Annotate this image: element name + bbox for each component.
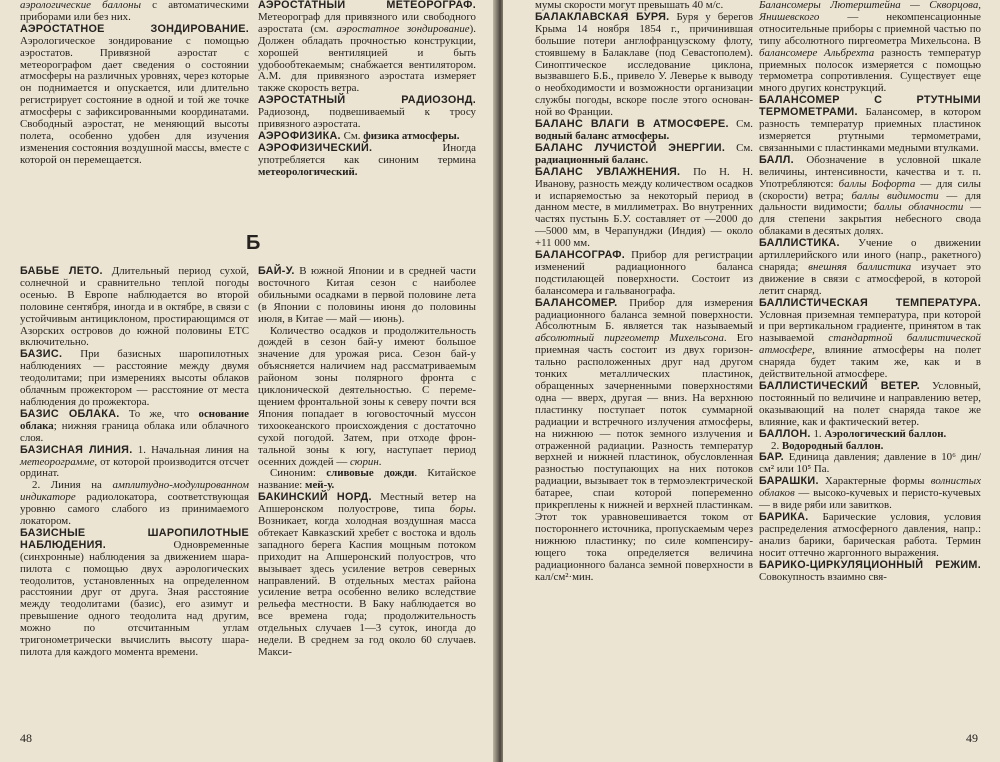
cross-ref: метеорологический. [258,165,358,178]
dictionary-entry [258,266,476,326]
left-col2-top [258,0,476,179]
entry-text: ; нижняя граница облака или облачного слоя. [20,419,249,444]
entry-text: При базисных шаропилотных наблюдениях — расстояние между двумя теодолитами; при измерениях высоты облаков облачным прожектором — расстояние от места наблюдения до прожектора. [20,348,249,408]
entry-term: БАЛАНС ЛУЧИСТОЙ ЭНЕРГИИ. [535,141,726,154]
italic-ref: баллы Бофорта [838,177,916,190]
cross-ref: Аэрологический баллон. [824,427,947,440]
entry-term: АЭРОСТАТНЫЙ РАДИОЗОНД. [258,94,476,107]
entry-text: См. [340,129,364,142]
italic-ref: сюрин [349,455,379,468]
entry-text: . Китайское название: [258,467,476,492]
italic-ref: стандартной баллистической атмосфере [759,332,981,357]
entry-text: По Н. Н. Иванову, разность между количеством осадков и испаряемостью за некоторый период в данном месте, в миллиметрах. Во внутренних частях пустынь Б.У. составляет от —2000 до —5000 мм, в Черапунджи (Индия) — около +11 000 мм. [535,165,753,250]
section-letter: Б [246,232,261,254]
entry-text: То же, что [119,407,199,420]
dictionary-entry [20,480,249,528]
entry-term: БАРАШКИ. [759,475,819,488]
dictionary-entry [258,492,476,659]
entry-text: , влияние атмосферы на полет снаряда будет таким же, как и в действительной атмосфере. [759,344,981,381]
dictionary-entry [535,119,753,143]
entry-text: Обозначение в условной шкале величины, интенсивности, качества и т. п. Употребляются: [759,153,981,190]
entry-term: АЭРОФИЗИЧЕСКИЙ. [258,141,373,154]
entry-text: Метеорограф для привязного или свободного аэростата (см. [258,10,476,35]
italic-ref: амплитудно-модулированном индикаторе [20,479,249,504]
dictionary-entry [535,12,753,119]
entry-text: Аэрологическое зондирование с помощью аэростатов. Привязной аэростат с метеорографом дает сведения о состоянии атмосферы на различных уровнях, через которые он поднимается и опускается, или длительно регистрирует состояние в одной и той же точке атмосферы с зафиксированными координатами. Свободный аэростат, не меняющий высоты полета, особенно удобен для изучения изменения состояния воздушной массы, вместе с которой он перемещается. [20,34,249,166]
entry-term: БАЛАНС ВЛАГИ В АТМОСФЕРЕ. [535,118,729,131]
cross-ref: мей-у. [305,479,335,492]
dictionary-entry [759,238,981,298]
entry-term: БАЛЛОН. [759,427,811,440]
entry-term: БАЛАНСОГРАФ. [535,249,626,262]
entry-text: Одновременные (синхронные) наблюдения за движением шара-пилота с помощью двух аэрологических теодолитов, установленных на определенном расстоянии друг от друга. Зная расстояние между теодолитами (базис), его азимут и превышение одного теодолита над другим, можно по отсчитанным углам тригонометрически вычислить высоту шара-пилота для каждого момента времени. [20,538,249,658]
dictionary-entry [258,0,476,95]
cross-ref: физика атмосферы. [363,129,460,142]
dictionary-entry [20,0,249,24]
entry-text: См. [725,141,753,154]
dictionary-entry [535,298,753,584]
entry-text: изучает это движение в связи с атмосферой, в которой летит снаряд. [759,260,981,297]
entry-term: БАР. [759,451,784,464]
entry-term: БАЛЛ. [759,153,794,166]
entry-text: Совокупность взаимно свя- [759,570,887,583]
entry-text: с автоматическими приборами или без них. [20,0,249,23]
dictionary-entry [759,298,981,381]
entry-text: 1. [810,427,825,440]
entry-text: Балансомер, в котором разность температур приемных пластинок измеряется ртутными термометрами, связанными с пластинками медными втулками. [759,106,981,154]
entry-term: АЭРОСТАТНЫЙ МЕТЕОРОГРАФ. [258,0,476,11]
dictionary-entry [20,349,249,409]
entry-text: 2. [771,439,782,452]
entry-term: БАЛАНС УВЛАЖНЕНИЯ. [535,165,681,178]
entry-term: БАЗИС ОБЛАКА. [20,407,120,420]
right-col1 [535,0,753,583]
entry-term: БАЛАКЛАВСКАЯ БУРЯ. [535,10,670,23]
dictionary-entry [535,167,753,250]
left-col1-top [20,0,249,167]
entry-text: — высоко-кучевых и перисто-кучевых — в виде ряби или завитков. [759,487,981,512]
page-number-left: 48 [20,731,32,745]
entry-text: 2. Линия на [32,479,113,492]
left-col1-bottom [20,266,249,659]
entry-term: БАЛЛИСТИКА. [759,237,840,250]
dictionary-entry [535,143,753,167]
entry-text: Буря у берегов Крыма 14 ноября 1854 г., причинившая большие потери англофранцузскому флоту, стоявшему в Балаклаве (под Севастополем). Синоптическое исследование циклона, вызвавшего Б.Б., привело У. Леверье к выводу о необходимости и возможности организации службы погоды, вскоре после этого основанной во Франции. [535,10,753,119]
entry-text: Длительный период сухой, солнечной и сравнительно теплой погоды осенью. В Европе наблюдается во второй половине сентября, иногда и в октябре, в связи с устойчивым антициклоном, простирающимся от Азорских островов до южной половины ЕТС включительно. [20,265,249,349]
dictionary-entry [759,452,981,476]
entry-term: АЭРОФИЗИКА. [258,129,341,142]
entry-term: БАРИКО-ЦИРКУЛЯЦИОННЫЙ РЕЖИМ. [759,558,981,571]
italic-ref: Балансомеры Лютерштейна — Скворцова, Янишевского [759,0,981,23]
entry-text: Характерные формы [818,475,931,488]
entry-text: Синоним: [270,467,327,480]
cross-ref: Водородный баллон. [781,439,884,452]
entry-text: Местный ветер на Апшеронском полуострове, типа [258,491,477,516]
entry-text: См. [728,118,753,131]
italic-ref: балансомере Альбрехта [759,46,875,59]
entry-text: — для степени закрытия небесного свода облаками в десятых долях. [759,201,981,238]
entry-text: — для дальности видимости; [759,189,981,214]
entry-text: — для силы (скорости) ветра; [759,177,981,202]
entry-text: , от которой производится отсчет ординат. [20,455,249,480]
dictionary-entry [535,250,753,298]
entry-text: Условный, постоянный по величине и направлению ветер, оказывающий на полет снаряда такое же влияние, как и фактический ветер. [759,380,981,428]
entry-term: БАЗИС. [20,348,63,361]
entry-text: — некомпенсационные относительные приборы с приемной частью по типу абсолютного пиргеометра Михельсона. В [759,10,981,47]
dictionary-entry [20,445,249,481]
left-page [0,0,497,762]
entry-text: Барические условия, условия распределения атмосферного давления, напр.: анализ барики, барическая работа. Термин носит оттечно жаргонного выражения. [759,510,981,559]
dictionary-entry [759,0,981,95]
italic-ref: аэрологические баллоны [20,0,141,11]
entry-term: БАКИНСКИЙ НОРД. [258,491,372,504]
entry-text: Прибор для измерения радиационного баланса земной поверхности. Абсолютным Б. является так называемый [535,296,753,333]
entry-term: БАЛАНСОМЕР. [535,296,618,309]
entry-text: . Возникает, когда холодная воздушная масса обтекает Кавказский хребет с востока и вдоль западного берега Каспия мощным потоком приходит на Апшеронский полуостров, что вызывает здесь усиление ветров северных направлений. В отдельных местах района усиление ветра особенно велико вследствие рельефа местности. В Баку наблюдается во все времена года; продолжительность отдельных случаев 1—3 суток, иногда до недели. В среднем за год около 60 случаев. Макси- [258,503,476,658]
entry-text: Количество осадков и продолжительность дождей в сезон бай-у имеют большое значение для урожая риса. Сезон бай-у объясняется наличием над рассматриваемым районом зоны полярного фронта с циклонической деятельностью. С перемещением фронтальной зоны к северу почти вся Япония попадает в юговосточный муссон тихоокеанского происхождения с достаточно сухой погодой. Затем, при отходе фронтальной зоны к югу, наступает период осенних дождей — [258,324,476,468]
entry-term: БАЗИСНАЯ ЛИНИЯ. [20,443,133,456]
dictionary-entry [759,95,981,155]
page-number-right: 49 [966,731,978,745]
entry-text: Радиозонд, подвешиваемый к тросу привязного аэростата. [258,106,476,131]
italic-ref: метеорограмме [20,455,95,468]
entry-term: АЭРОСТАТНОЕ ЗОНДИРОВАНИЕ. [20,22,249,35]
entry-text: радиолокатора, соответствующая уровню самого слабого из принимаемого локатором. [20,491,249,528]
left-col2-bottom [258,266,476,659]
cross-ref: радиационный баланс. [535,153,649,166]
entry-term: БАБЬЕ ЛЕТО. [20,265,103,277]
cross-ref: сливовые дожди [326,467,415,480]
entry-term: БАЛЛИСТИЧЕСКИЙ ВЕТЕР. [759,380,920,392]
entry-text: 1. Начальная линия на [132,443,249,456]
entry-term: БАЛЛИСТИЧЕСКАЯ ТЕМПЕРАТУРА. [759,296,981,309]
dictionary-entry [20,24,249,167]
italic-ref: баллы видимости [851,189,939,202]
italic-ref: баллы облачности [873,201,964,214]
cross-ref: основание облака [20,407,249,432]
cross-ref: водный баланс атмосферы. [535,129,670,142]
italic-ref: абсолютный пиргеометр Михельсона [535,332,724,345]
entry-text: мумы скорости могут превышать 40 м/с. [535,0,724,11]
italic-ref: боры [449,503,474,516]
italic-ref: аэростатное зондирование [336,22,470,35]
dictionary-entry [258,95,476,131]
italic-ref: внешняя баллистика [808,260,912,273]
entry-term: БАЛАНСОМЕР С РТУТНЫМИ ТЕРМОМЕТРАМИ. [759,94,981,119]
dictionary-entry [258,326,476,469]
dictionary-entry [20,409,249,445]
dictionary-entry [258,143,476,179]
dictionary-entry [759,476,981,512]
entry-text: разность температур приемных полосок измеряется с помощью термометра сопротивления. Существует еще много других конструкций. [759,46,981,95]
dictionary-entry [759,560,981,584]
entry-term: БАЙ-У. [258,265,295,277]
entry-text: ). Должен обладать прочностью конструкции, хорошей вентиляцией и быть удобообтекаемым; снабжается вентилятором. А.М. для привязного аэростата измеряет также скорость ветра. [258,22,476,95]
entry-term: БАЗИСНЫЕ ШАРОПИЛОТНЫЕ НАБЛЮДЕНИЯ. [20,526,249,551]
entry-text: . [378,455,382,468]
dictionary-entry [20,528,249,659]
entry-text: Единица давления; давление в 10⁶ дин/см² или 10⁵ Па. [759,451,981,476]
dictionary-entry [759,512,981,560]
entry-term: БАРИКА. [759,510,809,523]
entry-text: Иногда употребляется как синоним термина [258,141,476,166]
right-col2 [759,0,981,583]
italic-ref: волнистых облаков [759,475,981,500]
entry-text: Условная приземная температура, при которой и при вертикальном градиенте, принятом в так называемой [759,308,981,345]
entry-text: . Его приемная часть состоит из двух горизонтально расположенных друг над другом тонких металлических пластинок, обращенных зачерненными поверхностями одна — вверх, другая — вниз. На верхнюю пластинку поступает поток суммарной радиации и встречного излучения атмосферы, на нижнюю — поток земного излучения и отраженной радиации. Разность температур верхней и нижней пластинок, обусловленная разностью поступающих на них потоков радиации, вызывает ток в термоэлектрической батарее, спаи которой попеременно прикреплены к нижней и верхней пластинкам. Этот ток уравновешивается током от постороннего источника, пропускаемым через нижнюю пластинку; по силе компенсирующего тока определяется величина радиационного баланса земной поверхности в кал/см²·мин. [535,332,753,583]
entry-text: В южной Японии и в средней части восточного Китая сезон с наиболее обильными осадками в первой половине лета (в Японии с половины июня до половины июля, в Китае — май — июнь). [258,265,476,325]
dictionary-entry [759,381,981,429]
dictionary-entry [258,468,476,492]
entry-text: Учение о движении артиллерийского или иного (напр., ракетного) снаряда; [759,237,981,273]
entry-text: Прибор для регистрации изменений радиационного баланса подстилающей поверхности. Состоит из балансомера и гальванографа. [535,249,753,297]
right-page [503,0,1000,762]
dictionary-entry [20,266,249,349]
dictionary-entry [759,155,981,238]
